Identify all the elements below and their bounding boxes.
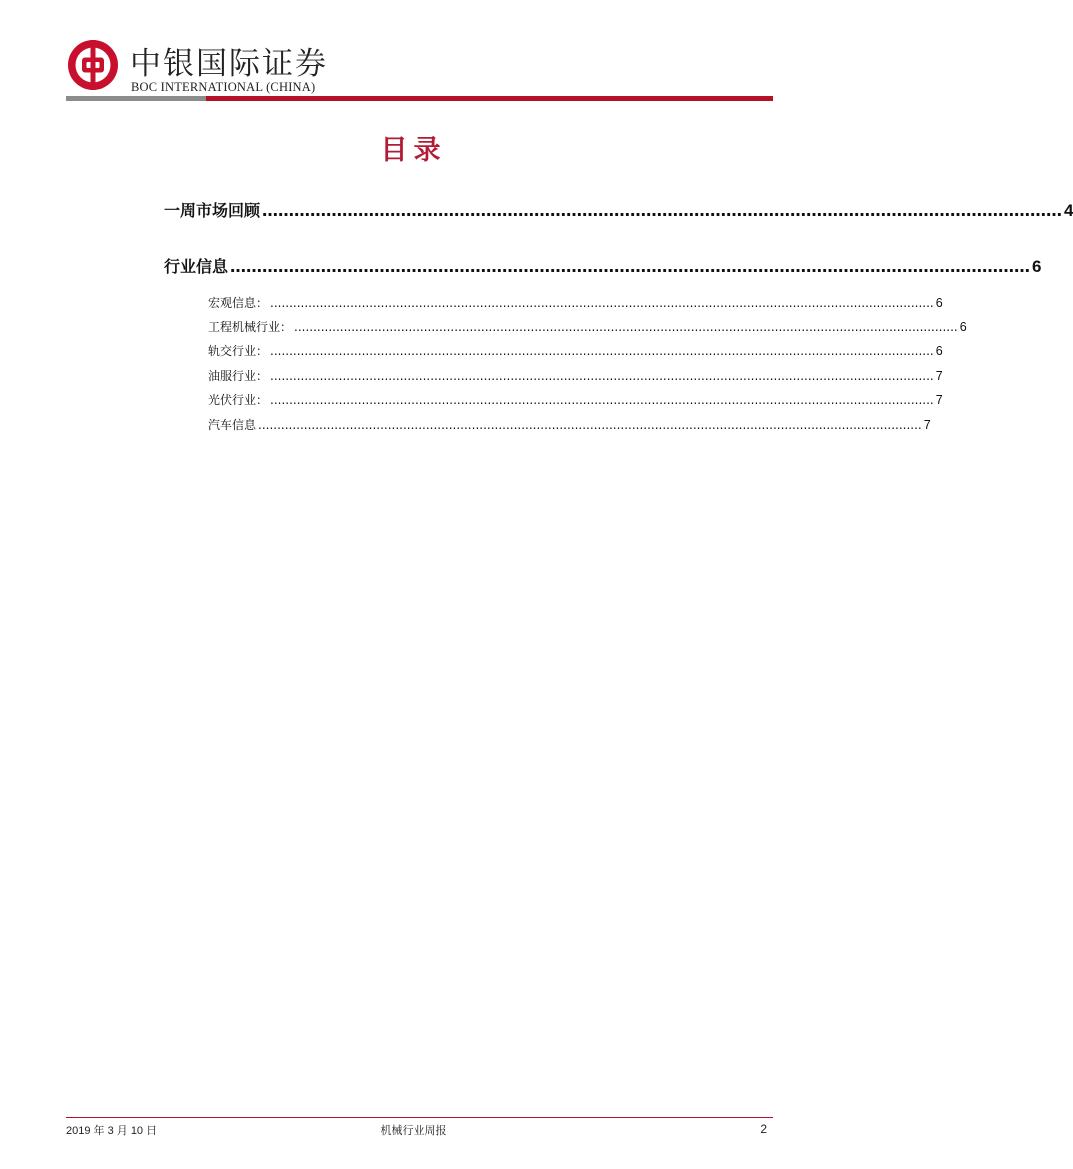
brand-name-en: BOC INTERNATIONAL (CHINA) bbox=[131, 80, 316, 94]
toc-entry-label: 一周市场回顾 bbox=[164, 201, 261, 220]
toc-entry-label: 行业信息 bbox=[164, 257, 229, 276]
toc-subentry-construction-machinery[interactable] bbox=[208, 318, 967, 335]
toc-subentry-photovoltaic[interactable] bbox=[208, 391, 943, 408]
toc-dot-leader: .............................................................................................................................................................................. bbox=[258, 418, 922, 432]
toc-subentry-rail-transit[interactable] bbox=[208, 342, 943, 359]
header-rule-gray bbox=[66, 96, 206, 101]
brand-name-cn: 中银国际证券 bbox=[130, 46, 328, 82]
toc-subentry-label: 轨交行业： bbox=[208, 344, 269, 358]
toc-subentry-automotive[interactable] bbox=[208, 416, 931, 433]
toc-dot-leader: .............................................................................................................................................................................. bbox=[294, 320, 958, 334]
toc-subentry-page: 7 bbox=[923, 418, 931, 432]
toc-dot-leader: .............................................................................................................................................................................. bbox=[270, 344, 934, 358]
toc-subentry-label: 油服行业： bbox=[208, 369, 269, 383]
header-rule-red bbox=[206, 96, 773, 101]
toc-dot-leader: .............................................................................................................................................................................. bbox=[270, 393, 934, 407]
toc-subentry-label: 汽车信息 bbox=[208, 418, 257, 432]
toc-subentry-label: 宏观信息： bbox=[208, 296, 269, 310]
toc-entry-page: 4 bbox=[1064, 201, 1073, 220]
toc-title: 目录 bbox=[380, 135, 447, 166]
footer-report-name: 机械行业周报 bbox=[380, 1124, 447, 1137]
toc-dot-leader: .............................................................................................................................................................................. bbox=[270, 369, 934, 383]
toc-subentry-label: 工程机械行业： bbox=[208, 320, 293, 334]
toc-entry-page: 6 bbox=[1032, 257, 1042, 276]
boc-logo-icon bbox=[66, 38, 120, 92]
footer-page-number: 2 bbox=[760, 1122, 767, 1136]
toc-subentry-macro[interactable] bbox=[208, 294, 943, 311]
toc-subentry-page: 6 bbox=[959, 320, 967, 334]
toc-dot-leader: …………………………………………………………………………………………………………………………………… bbox=[230, 257, 1031, 276]
toc-subentry-page: 7 bbox=[935, 393, 943, 407]
toc-entry-industry-info[interactable] bbox=[164, 254, 1042, 277]
toc-subentry-label: 光伏行业： bbox=[208, 393, 269, 407]
toc-subentry-page: 6 bbox=[935, 296, 943, 310]
toc-dot-leader: .............................................................................................................................................................................. bbox=[270, 296, 934, 310]
toc-subentry-oilfield-services[interactable] bbox=[208, 367, 943, 384]
page-header bbox=[66, 36, 773, 102]
toc-entry-market-review[interactable] bbox=[164, 198, 1073, 221]
toc-dot-leader: …………………………………………………………………………………………………………………………………… bbox=[262, 201, 1063, 220]
toc-subentry-page: 7 bbox=[935, 369, 943, 383]
footer-date: 2019 年 3 月 10 日 bbox=[66, 1125, 158, 1137]
toc-subentry-page: 6 bbox=[935, 344, 943, 358]
footer-rule bbox=[66, 1117, 773, 1118]
